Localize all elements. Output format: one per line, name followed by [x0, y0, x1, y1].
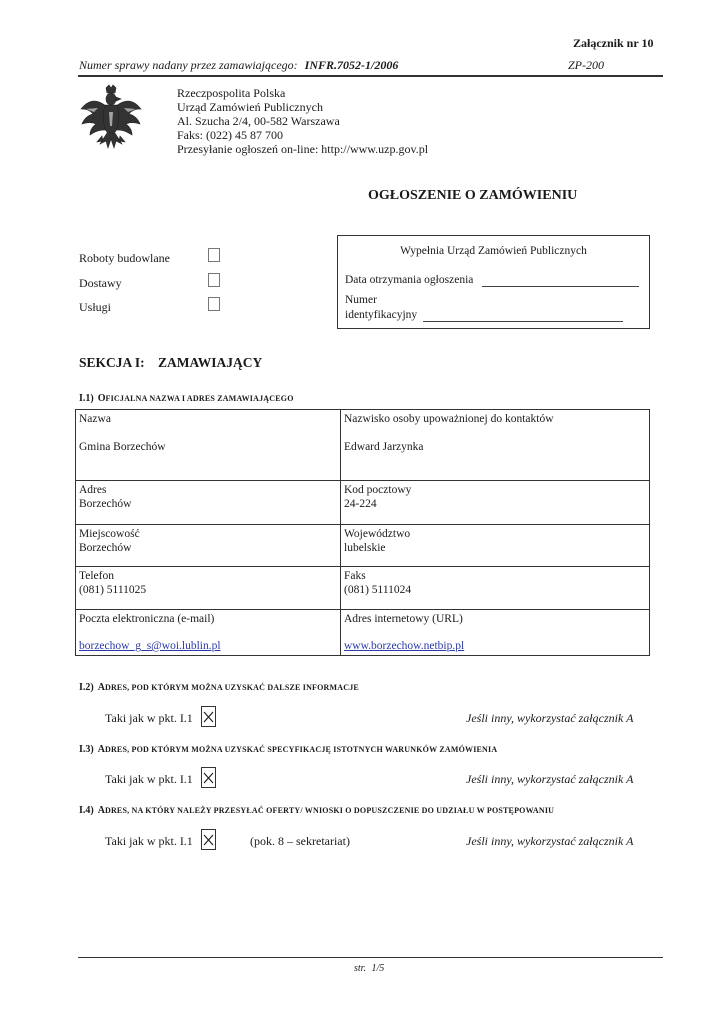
received-date-field[interactable]: [482, 286, 639, 287]
phone-label: Telefon: [79, 570, 114, 582]
subsection-cap: O: [97, 393, 106, 404]
table-cell: [341, 525, 650, 567]
office-line: Przesyłanie ogłoszeń on-line: http://www.uzp.gov.pl: [177, 142, 429, 156]
email-label: Poczta elektroniczna (e-mail): [79, 613, 215, 625]
table-cell: [341, 610, 650, 656]
voivodeship-value: lubelskie: [344, 542, 386, 554]
table-cell: [76, 525, 341, 567]
checkmark-x-icon: [202, 707, 215, 726]
city-value: Borzechów: [79, 542, 132, 554]
official-box-title: Wypełnia Urząd Zamówień Publicznych: [400, 245, 587, 257]
table-row: [76, 610, 650, 656]
page-value: 1/5: [371, 963, 385, 974]
office-line: Rzeczpospolita Polska: [177, 86, 286, 100]
other-address-note: Jeśli inny, wykorzystać załącznik A: [466, 711, 634, 725]
table-cell: [76, 481, 341, 525]
checkmark-x-icon: [202, 830, 215, 849]
same-as-checkbox-i4[interactable]: [201, 829, 216, 850]
address-label: Adres: [79, 484, 107, 496]
table-cell: [341, 481, 650, 525]
name-label: Nazwa: [79, 413, 111, 425]
postal-code-value: 24-224: [344, 498, 377, 510]
subsection-number: I.3): [79, 744, 94, 755]
case-number-line: [79, 58, 398, 73]
table-cell: [76, 567, 341, 610]
case-number-label: Numer sprawy nadany przez zamawiającego:: [79, 58, 298, 72]
url-link[interactable]: www.borzechow.netbip.pl: [344, 640, 465, 652]
fax-value: (081) 5111024: [344, 584, 412, 596]
section-1-name: ZAMAWIAJĄCY: [158, 355, 263, 370]
name-value: Gmina Borzechów: [79, 441, 166, 453]
office-line: Al. Szucha 2/4, 00-582 Warszawa: [177, 114, 340, 128]
office-address: [177, 86, 428, 156]
checkmark-x-icon: [202, 768, 215, 787]
other-address-note: Jeśli inny, wykorzystać załącznik A: [466, 834, 634, 848]
table-row: [76, 525, 650, 567]
id-number-label-2: identyfikacyjny: [345, 309, 418, 321]
header-rule: [78, 75, 663, 77]
contact-value: Edward Jarzynka: [344, 441, 424, 453]
subsection-text: FICJALNA NAZWA I ADRES ZAMAWIAJĄCEGO: [105, 394, 294, 403]
office-line: Faks: (022) 45 87 700: [177, 128, 283, 142]
order-type-checkbox-works[interactable]: [208, 248, 220, 262]
case-number-value: INFR.7052-1/2006: [304, 58, 399, 72]
document-title: OGŁOSZENIE O ZAMÓWIENIU: [368, 188, 578, 203]
phone-value: (081) 5111025: [79, 584, 147, 596]
section-1-number: SEKCJA I:: [79, 355, 145, 370]
order-type-label: Usługi: [79, 300, 112, 314]
postal-code-label: Kod pocztowy: [344, 484, 412, 496]
annex-label: Załącznik nr 10: [573, 36, 654, 50]
order-type-checkbox-services[interactable]: [208, 297, 220, 311]
subsection-number: I.1): [79, 393, 94, 404]
coat-of-arms-emblem: [78, 84, 144, 154]
official-use-box: [337, 235, 650, 329]
table-cell: [341, 567, 650, 610]
room-note: (pok. 8 – sekretariat): [250, 834, 350, 848]
table-row: [76, 567, 650, 610]
subsection-text: DRES, NA KTÓRY NALEŻY PRZESYŁAĆ OFERTY/ WNIOSKI O DOPUSZCZENIE DO UDZIAŁU W POSTĘPOWANIU: [104, 806, 555, 815]
same-as-label: Taki jak w pkt. I.1: [105, 711, 193, 725]
id-number-field[interactable]: [423, 321, 623, 322]
other-address-note: Jeśli inny, wykorzystać załącznik A: [466, 772, 634, 786]
form-code: ZP-200: [568, 58, 604, 72]
id-number-label: Numer: [345, 294, 377, 306]
subsection-text: DRES, POD KTÓRYM MOŻNA UZYSKAĆ DALSZE INFORMACJE: [104, 683, 359, 692]
fax-label: Faks: [344, 570, 366, 582]
same-as-label: Taki jak w pkt. I.1: [105, 772, 193, 786]
subsection-cap: A: [97, 744, 105, 755]
page-prefix: str.: [354, 963, 366, 974]
section-1-title: [79, 355, 262, 371]
contracting-authority-table: [75, 409, 650, 656]
table-row: [76, 481, 650, 525]
same-as-label: Taki jak w pkt. I.1: [105, 834, 193, 848]
order-type-checkbox-supplies[interactable]: [208, 273, 220, 287]
order-type-label: Dostawy: [79, 276, 122, 290]
eagle-icon: [78, 84, 144, 154]
table-row: [76, 410, 650, 481]
same-as-checkbox-i3[interactable]: [201, 767, 216, 788]
subsection-number: I.4): [79, 805, 94, 816]
voivodeship-label: Województwo: [344, 528, 411, 540]
table-cell: [76, 410, 341, 481]
page-number: [354, 963, 384, 974]
same-as-checkbox-i2[interactable]: [201, 706, 216, 727]
url-label: Adres internetowy (URL): [344, 613, 463, 625]
order-type-label: Roboty budowlane: [79, 251, 170, 265]
subsection-cap: A: [97, 805, 105, 816]
subsection-text: DRES, POD KTÓRYM MOŻNA UZYSKAĆ SPECYFIKACJĘ ISTOTNYCH WARUNKÓW ZAMÓWIENIA: [104, 745, 498, 754]
city-label: Miejscowość: [79, 528, 140, 540]
office-line: Urząd Zamówień Publicznych: [177, 100, 323, 114]
address-value: Borzechów: [79, 498, 132, 510]
subsection-i4-heading: [79, 800, 554, 818]
subsection-i1-heading: [79, 388, 294, 406]
contact-label: Nazwisko osoby upoważnionej do kontaktów: [344, 413, 554, 425]
subsection-i3-heading: [79, 739, 497, 757]
email-link[interactable]: borzechow_g_s@woi.lublin.pl: [79, 640, 221, 652]
table-cell: [76, 610, 341, 656]
table-cell: [341, 410, 650, 481]
subsection-number: I.2): [79, 682, 94, 693]
subsection-cap: A: [97, 682, 105, 693]
received-date-label: Data otrzymania ogłoszenia: [345, 274, 474, 286]
footer-rule: [78, 957, 663, 958]
subsection-i2-heading: [79, 677, 359, 695]
